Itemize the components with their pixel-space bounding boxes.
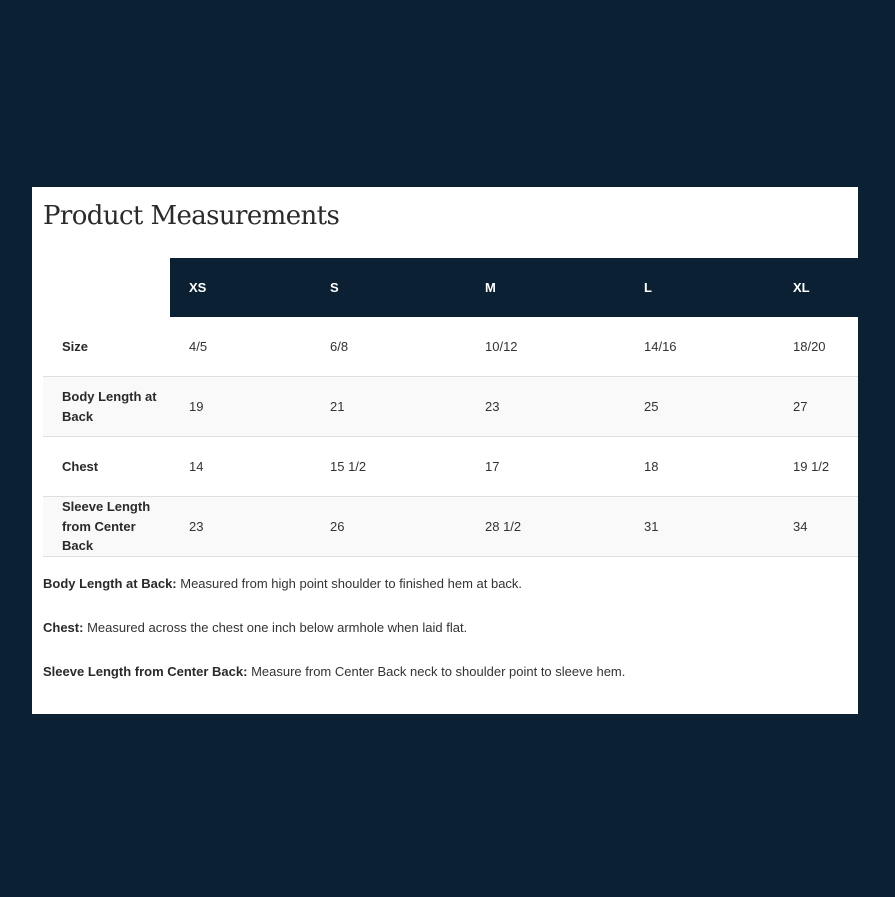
table-cell: 18 (625, 437, 774, 497)
table-cell: 4/5 (170, 317, 311, 377)
page-title: Product Measurements (43, 201, 340, 231)
table-cell: 34 (774, 497, 858, 557)
size-chart-table (43, 258, 858, 557)
table-cell: 31 (625, 497, 774, 557)
note-term: Chest: (43, 620, 84, 635)
table-cell: 23 (170, 497, 311, 557)
row-label: Chest (43, 437, 170, 497)
note-term: Body Length at Back: (43, 576, 177, 591)
header-cell-xl: XL (774, 258, 858, 317)
table-row (43, 497, 858, 557)
table-cell: 19 1/2 (774, 437, 858, 497)
note-text: Measured from high point shoulder to finished hem at back. (176, 576, 523, 591)
table-cell: 18/20 (774, 317, 858, 377)
table-cell: 19 (170, 377, 311, 437)
table-cell: 28 1/2 (466, 497, 625, 557)
table-header-row (43, 258, 858, 317)
table-cell: 27 (774, 377, 858, 437)
header-cell-m: M (466, 258, 625, 317)
table-cell: 6/8 (311, 317, 466, 377)
table-row (43, 317, 858, 377)
header-cell-s: S (311, 258, 466, 317)
measurements-card (32, 187, 858, 714)
table-cell: 26 (311, 497, 466, 557)
table-cell: 14 (170, 437, 311, 497)
row-label: Size (43, 317, 170, 377)
table-cell: 17 (466, 437, 625, 497)
note-chest (43, 619, 843, 637)
note-term: Sleeve Length from Center Back: (43, 664, 248, 679)
table-cell: 23 (466, 377, 625, 437)
table-row (43, 437, 858, 497)
row-label: Sleeve Length from Center Back (43, 497, 170, 557)
table-cell: 25 (625, 377, 774, 437)
row-label: Body Length at Back (43, 377, 170, 437)
table-cell: 14/16 (625, 317, 774, 377)
note-text: Measured across the chest one inch below armhole when laid flat. (83, 620, 468, 635)
table-cell: 10/12 (466, 317, 625, 377)
note-text: Measure from Center Back neck to shoulder point to sleeve hem. (247, 664, 626, 679)
header-cell-xs: XS (170, 258, 311, 317)
note-sleeve-length (43, 663, 843, 681)
table-cell: 15 1/2 (311, 437, 466, 497)
measurement-notes (43, 575, 843, 707)
table-row (43, 377, 858, 437)
note-body-length (43, 575, 843, 593)
header-cell-l: L (625, 258, 774, 317)
header-corner-cell (43, 258, 170, 317)
table-cell: 21 (311, 377, 466, 437)
